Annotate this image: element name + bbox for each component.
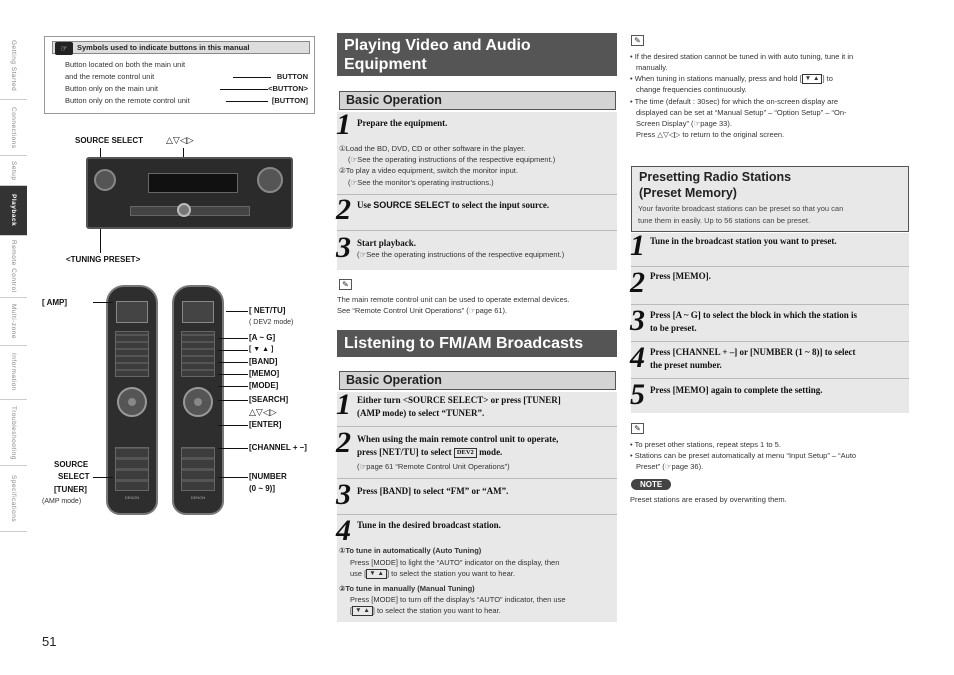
preset-step-2: Press [MEMO].	[650, 271, 711, 281]
select-label: SELECT	[58, 472, 90, 481]
preset-note-2b: Preset” (☞page 36).	[636, 462, 704, 471]
legend-row-desc: and the remote control unit	[65, 72, 155, 81]
preset-step-4-cont: the preset number.	[650, 360, 722, 370]
video-step-1d: (☞See the monitor’s operating instructions.)	[348, 178, 494, 187]
preset-desc-line1: Your favorite broadcast stations can be preset so that you can	[638, 204, 844, 213]
preset-step-1: Tune in the broadcast station you want to preset.	[650, 236, 837, 246]
legend-row-mark: <BUTTON>	[268, 84, 308, 93]
number-button-range: (0 ~ 9)]	[249, 484, 276, 493]
video-step-1a: ①Load the BD, DVD, CD or other software in the player.	[339, 144, 526, 153]
preset-step-3-cont: to be preset.	[650, 323, 697, 333]
dev2-badge: DEV2	[454, 448, 477, 458]
tuner-button-label: [TUNER]	[54, 485, 87, 494]
tab-getting-started[interactable]: Getting Started	[0, 32, 27, 100]
tuning-keys-badge: ▼ ▲	[366, 569, 387, 579]
sub-remote-illustration: DENON	[172, 285, 224, 515]
up-down-button-label: [ ▼ ▲ ]	[249, 346, 274, 353]
right-note-2c: change frequencies continuously.	[636, 85, 747, 94]
video-title-line1: Playing Video and Audio	[344, 37, 531, 54]
video-step-1c: ②To play a video equipment, switch the monitor input.	[339, 166, 518, 175]
volume-knob	[257, 167, 283, 193]
video-title-line2: Equipment	[344, 56, 427, 73]
legend-row-desc: Button only on the main unit	[65, 84, 158, 93]
video-step-2: Use SOURCE SELECT to select the input source.	[357, 200, 550, 210]
legend-row-desc: Button located on both the main unit	[65, 60, 186, 69]
video-step-1b: (☞See the operating instructions of the respective equipment.)	[348, 155, 556, 164]
right-note-3a: • The time (default : 30sec) for which the on-screen display are	[630, 97, 839, 106]
right-note-1b: manually.	[636, 63, 668, 72]
preset-step-4: Press [CHANNEL + –] or [NUMBER (1 ~ 8)] to select	[650, 347, 856, 357]
preset-desc-line2: tune them in easily. Up to 56 stations can be preset.	[638, 216, 811, 225]
tuning-preset-label: <TUNING PRESET>	[66, 255, 141, 264]
cursor-arrows-label: △▽◁▷	[166, 135, 194, 145]
hand-pointer-icon: ☞	[55, 42, 73, 55]
av-receiver-illustration	[86, 157, 293, 229]
a-g-button-label: [A ~ G]	[249, 333, 276, 342]
right-note-3d: Press △▽◁▷ to return to the original screen.	[636, 130, 785, 139]
fm-step-2-ref: (☞page 61 “Remote Control Unit Operations”)	[357, 462, 510, 471]
tab-connections[interactable]: Connections	[0, 100, 27, 156]
amp-mode-label: (AMP mode)	[42, 498, 82, 505]
fm-step-2-cont: press [NET/TU] to select DEV2 mode.	[357, 447, 503, 457]
receiver-display	[148, 173, 238, 193]
fm-step-4: Tune in the desired broadcast station.	[357, 520, 501, 530]
legend-row-desc: Button only on the remote control unit	[65, 96, 190, 105]
tab-specifications[interactable]: Specifications	[0, 466, 27, 532]
fm-step-2: When using the main remote control unit to operate,	[357, 434, 559, 444]
video-step-3a: (☞See the operating instructions of the respective equipment.)	[357, 250, 565, 259]
tab-playback[interactable]: Playback	[0, 186, 27, 236]
right-note-2a: • When tuning in stations manually, press and hold [ ▼ ▲ ] to	[630, 74, 833, 83]
tab-multi-zone[interactable]: Multi-zone	[0, 298, 27, 346]
tab-troubleshooting[interactable]: Troubleshooting	[0, 400, 27, 466]
manual-tuning-line1: Press [MODE] to turn off the display’s “AUTO” indicator, then use	[350, 595, 566, 604]
legend-row-mark: BUTTON	[276, 72, 308, 81]
tab-remote-control[interactable]: Remote Control	[0, 236, 27, 298]
video-step-1: Prepare the equipment.	[357, 118, 448, 128]
fm-title: Listening to FM/AM Broadcasts	[344, 335, 584, 352]
legend-row-mark: [BUTTON]	[271, 96, 308, 105]
right-note-3c: Screen Display” (☞page 33).	[636, 119, 732, 128]
legend-title: Symbols used to indicate buttons in this manual	[77, 43, 250, 52]
chapter-tabs	[0, 32, 27, 532]
tab-setup[interactable]: Setup	[0, 156, 27, 186]
preset-note-text: Preset stations are erased by overwriting them.	[630, 495, 787, 504]
preset-title-line1: Presetting Radio Stations	[639, 170, 792, 184]
source-select-knob	[94, 169, 116, 191]
preset-step-3: Press [A ~ G] to select the block in which the station is	[650, 310, 858, 320]
page-number: 51	[42, 634, 57, 649]
video-section-header	[337, 33, 617, 76]
manual-tuning-heading: ②To tune in manually (Manual Tuning)	[339, 584, 475, 593]
fm-basic-operation-header: Basic Operation	[339, 371, 616, 390]
pencil-note-icon: ✎	[339, 279, 352, 290]
cursor-arrows-label: △▽◁▷	[249, 407, 277, 417]
preset-title-line2: (Preset Memory)	[639, 186, 737, 200]
amp-button-label: [ AMP]	[42, 298, 68, 307]
video-basic-operation-header: Basic Operation	[339, 91, 616, 110]
video-step-3: Start playback.	[357, 238, 417, 248]
video-note-line1: The main remote control unit can be used to operate external devices.	[337, 295, 570, 304]
mode-button-label: [MODE]	[249, 381, 279, 390]
preset-intro-box	[631, 166, 909, 232]
source-select-label: SOURCE SELECT	[75, 136, 144, 145]
fm-step-1: Either turn <SOURCE SELECT> or press [TUNER]	[357, 395, 561, 405]
channel-button-label: [CHANNEL + –]	[249, 443, 307, 452]
right-note-3b: displayed can be set at “Manual Setup” – “Option Setup” – “On-	[636, 108, 847, 117]
fm-step-1-cont: (AMP mode) to select “TUNER”.	[357, 408, 485, 418]
band-button-label: [BAND]	[249, 357, 278, 366]
legend-header	[52, 41, 310, 54]
note-badge: NOTE	[631, 479, 671, 490]
net-tu-button-label: [ NET/TU]	[249, 306, 286, 315]
pencil-note-icon: ✎	[631, 423, 644, 434]
memo-button-label: [MEMO]	[249, 369, 280, 378]
fm-step-3: Press [BAND] to select “FM” or “AM”.	[357, 486, 509, 496]
dev2-mode-label: ( DEV2 mode)	[249, 319, 294, 326]
cursor-button	[177, 203, 191, 217]
main-remote-illustration: DENON	[106, 285, 158, 515]
manual-tuning-line2: [ ▼ ▲ ] to select the station you want to hear.	[350, 606, 501, 615]
source-label: SOURCE	[54, 460, 89, 469]
auto-tuning-line2: use [ ▼ ▲ ] to select the station you want to hear.	[350, 569, 515, 578]
pencil-note-icon: ✎	[631, 35, 644, 46]
tab-information[interactable]: Information	[0, 346, 27, 400]
preset-note-1: • To preset other stations, repeat steps 1 to 5.	[630, 440, 781, 449]
number-button-label: [NUMBER	[249, 472, 287, 481]
video-note-line2: See “Remote Control Unit Operations” (☞page 61).	[337, 306, 508, 315]
fm-section-header	[337, 330, 617, 357]
preset-step-5: Press [MEMO] again to complete the setting.	[650, 385, 823, 395]
preset-note-2a: • Stations can be preset automatically at menu “Input Setup” – “Auto	[630, 451, 857, 460]
right-note-1a: • If the desired station cannot be tuned in with auto tuning, tune it in	[630, 52, 854, 61]
auto-tuning-line1: Press [MODE] to light the “AUTO” indicator on the display, then	[350, 558, 560, 567]
search-button-label: [SEARCH]	[249, 395, 289, 404]
button-symbols-legend	[44, 36, 315, 114]
enter-button-label: [ENTER]	[249, 420, 282, 429]
auto-tuning-heading: ①To tune in automatically (Auto Tuning)	[339, 546, 482, 555]
tuning-keys-badge: ▼ ▲	[352, 606, 373, 616]
